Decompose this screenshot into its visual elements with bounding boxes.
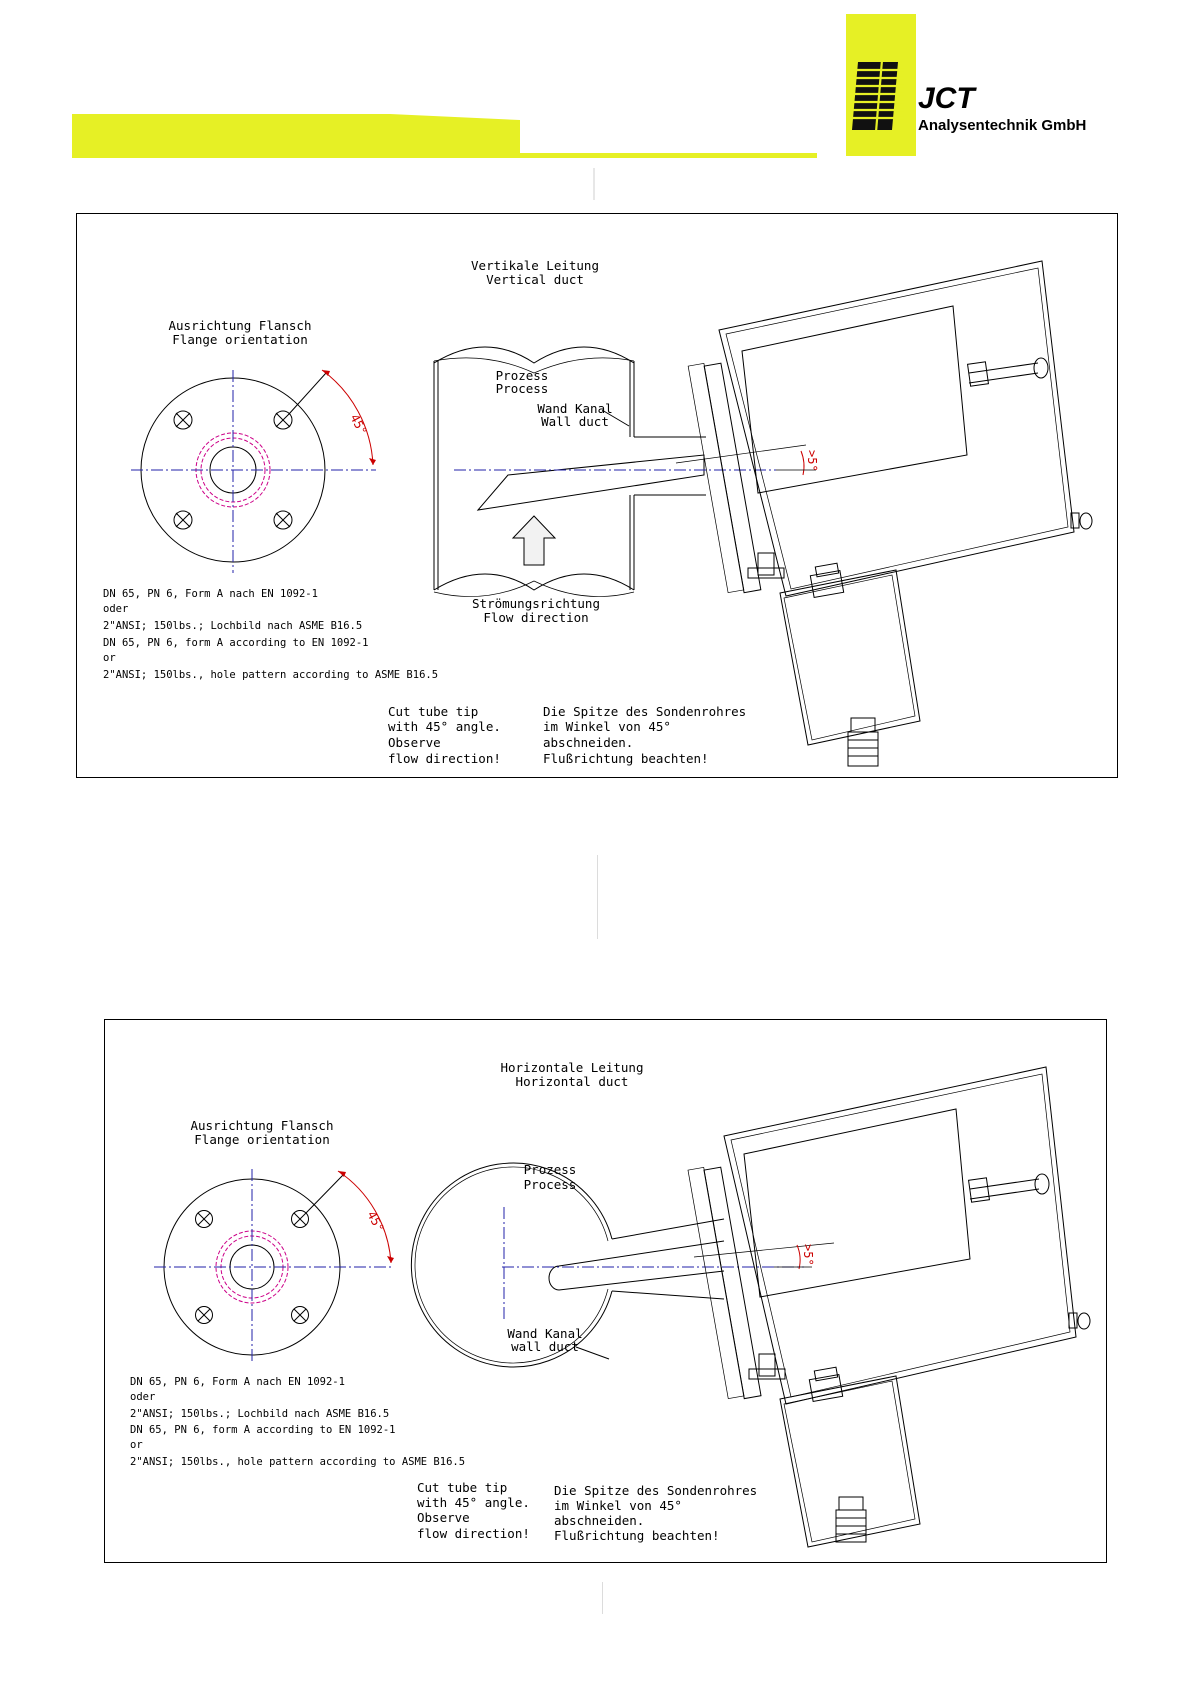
horizontal-duct-panel (104, 1019, 1107, 1563)
spec-line-2: oder (130, 1391, 156, 1403)
cut-note-en-2: with 45° angle. (388, 719, 501, 734)
flange-drawing (154, 1169, 394, 1364)
cut-note-en-4: flow direction! (388, 751, 501, 766)
cut-note-de-4: Flußrichtung beachten! (543, 751, 709, 766)
junction-box (780, 563, 920, 766)
panel-frame (105, 1020, 1107, 1563)
title-en: Vertical duct (486, 272, 584, 287)
spec-line-5: or (103, 652, 116, 664)
probe-tube (502, 1207, 834, 1319)
logo-brand: JCT (918, 82, 975, 115)
flange-label-de: Ausrichtung Flansch (168, 318, 312, 333)
bolt-hole (196, 1211, 213, 1228)
spec-line-1: DN 65, PN 6, Form A nach EN 1092-1 (130, 1376, 345, 1388)
spec-line-3: 2"ANSI; 150lbs.; Lochbild nach ASME B16.5 (130, 1408, 390, 1420)
cut-note-en-2: with 45° angle. (417, 1495, 530, 1510)
header-accent-line (72, 153, 817, 158)
spec-line-6: 2"ANSI; 150lbs., hole pattern according to ASME B16.5 (103, 669, 439, 681)
cut-note-de-3: abschneiden. (543, 735, 634, 750)
flange-label-de: Ausrichtung Flansch (190, 1118, 334, 1133)
spec-line-5: or (130, 1439, 143, 1451)
flow-label-en: Flow direction (483, 610, 589, 625)
cut-note-en-4: flow direction! (417, 1526, 530, 1541)
bolt-hole (292, 1211, 309, 1228)
page-header (0, 0, 1191, 200)
flow-direction-arrow (513, 516, 555, 565)
cut-note-de-1: Die Spitze des Sondenrohres (543, 704, 747, 719)
wall-label-de: Wand Kanal (537, 401, 613, 416)
tilt-angle-label: >5° (801, 1244, 815, 1266)
spec-line-3: 2"ANSI; 150lbs.; Lochbild nach ASME B16.5 (103, 620, 363, 632)
process-label-de: Prozess (523, 1162, 577, 1177)
spec-line-6: 2"ANSI; 150lbs., hole pattern according to ASME B16.5 (130, 1456, 466, 1468)
bolt-hole (174, 511, 192, 529)
cut-note-de-4: Flußrichtung beachten! (554, 1528, 720, 1543)
spec-line-4: DN 65, PN 6, form A according to EN 1092-1 (103, 637, 369, 649)
spec-line-2: oder (103, 603, 129, 615)
flange-angle-label: 45° (364, 1208, 387, 1235)
vertical-duct (434, 347, 706, 597)
flange-label-en: Flange orientation (172, 332, 308, 347)
probe-housing (688, 1067, 1090, 1404)
header-accent-bar (72, 114, 520, 153)
bolt-hole (196, 1307, 213, 1324)
spec-line-4: DN 65, PN 6, form A according to EN 1092-1 (130, 1424, 396, 1436)
flange-angle-label: 45° (347, 411, 370, 438)
cut-note-de-1: Die Spitze des Sondenrohres (554, 1483, 758, 1498)
process-label-en: Process (495, 381, 549, 396)
title-en: Horizontal duct (515, 1074, 629, 1089)
flange-drawing (131, 370, 376, 573)
cut-note-en-1: Cut tube tip (388, 704, 479, 719)
separator-line (597, 855, 598, 939)
bolt-hole (274, 511, 292, 529)
tilt-angle-label: >5° (805, 450, 819, 472)
title-de: Vertikale Leitung (471, 258, 599, 273)
wall-label-de: Wand Kanal (507, 1326, 583, 1341)
wall-label-en: wall duct (511, 1339, 579, 1354)
bolt-hole (174, 411, 192, 429)
flow-label-de: Strömungsrichtung (472, 596, 600, 611)
junction-box (780, 1367, 920, 1547)
separator-line (602, 1582, 603, 1614)
wall-label-en: Wall duct (541, 414, 609, 429)
cut-note-de-2: im Winkel von 45° (543, 719, 671, 734)
cut-note-de-3: abschneiden. (554, 1513, 645, 1528)
cut-note-en-3: Observe (417, 1510, 470, 1525)
probe-housing (688, 261, 1092, 596)
process-label-en: Process (523, 1177, 577, 1192)
cut-note-de-2: im Winkel von 45° (554, 1498, 682, 1513)
cut-note-en-1: Cut tube tip (417, 1480, 508, 1495)
spec-line-1: DN 65, PN 6, Form A nach EN 1092-1 (103, 588, 318, 600)
logo-brand-sub: Analysentechnik GmbH (918, 117, 1087, 134)
flange-label-en: Flange orientation (194, 1132, 330, 1147)
process-label-de: Prozess (495, 368, 549, 383)
title-de: Horizontale Leitung (500, 1060, 644, 1075)
cut-note-en-3: Observe (388, 735, 441, 750)
vertical-duct-panel (76, 213, 1118, 778)
bolt-hole (292, 1307, 309, 1324)
